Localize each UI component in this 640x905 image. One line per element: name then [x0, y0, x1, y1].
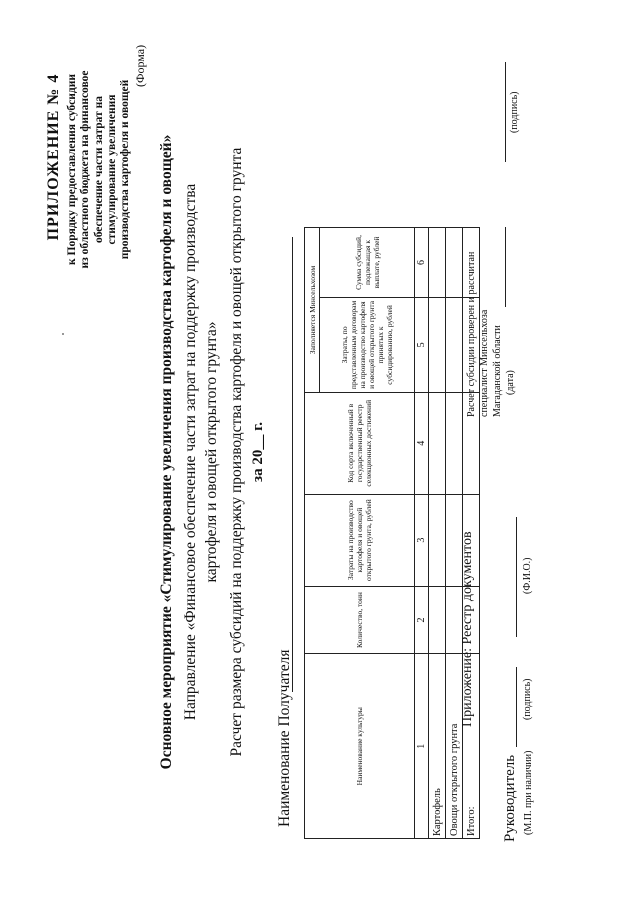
period-label: за 20__ г.	[250, 422, 266, 482]
name-caption: (Ф.И.О.)	[522, 557, 533, 594]
recipient-label: Наименование Получателя	[276, 649, 293, 827]
head-name-line[interactable]	[516, 517, 517, 637]
column-number: 4	[415, 392, 429, 494]
verification-line: Расчет субсидии проверен и рассчитан	[466, 251, 477, 417]
column-number: 2	[415, 586, 429, 654]
direction-text	[180, 27, 222, 877]
row-name: Итого:	[463, 654, 480, 839]
header-variety-code: Код сорта включенный в государственный реестр селекционных достижений	[305, 392, 415, 494]
head-signature-line[interactable]	[516, 667, 517, 747]
main-measure-title: Основное мероприятие «Стимулирование увеличения производства картофеля и овощей»	[158, 134, 175, 770]
form-label: (Форма)	[133, 44, 147, 87]
cell-costs-contract[interactable]	[446, 297, 463, 392]
verify-date-line[interactable]	[505, 227, 506, 307]
attachment-note: Приложение: Реестр документов	[460, 531, 475, 727]
recipient-input-line[interactable]	[292, 237, 293, 692]
appendix-subtitle	[66, 27, 132, 312]
column-number: 5	[415, 297, 429, 392]
head-label: Руководитель	[502, 754, 518, 842]
header-crop: Наименование культуры	[305, 654, 415, 839]
verification-block	[465, 252, 517, 417]
table-row	[429, 228, 446, 839]
header-ministry-group: Заполняется Минсельхозом	[305, 228, 320, 393]
cell-quantity[interactable]	[429, 586, 446, 654]
appendix-title: ПРИЛОЖЕНИЕ № 4	[45, 73, 62, 241]
appendix-subtitle-line: обеспечение части затрат на	[92, 95, 105, 244]
verify-signature-caption: (подпись)	[509, 91, 520, 133]
date-caption: (дата)	[505, 370, 516, 395]
appendix-subtitle-line: стимулирование увеличения	[105, 94, 118, 245]
rotated-form	[40, 27, 600, 877]
header-subsidy-sum: Сумма субсидий, подлежащая к выплате, рублей	[320, 228, 415, 298]
calculation-title: Расчет размера субсидий на поддержку производства картофеля и овощей открытого грунта	[228, 147, 245, 757]
signature-caption: (подпись)	[522, 678, 533, 720]
row-name: Картофель	[429, 654, 446, 839]
column-number-row	[415, 228, 429, 839]
appendix-subtitle-line: производства картофеля и овощей	[119, 79, 132, 260]
verify-signature-line[interactable]	[505, 62, 506, 162]
cell-variety-code[interactable]	[446, 392, 463, 494]
header-costs-contract: Затраты, по представленным договорам на производство картофеля и овощей открытого грунта принятых к субсидированию, рублей	[320, 297, 415, 392]
header-costs: Затраты на производство картофеля и овощей открытого грунта, рублей	[305, 494, 415, 586]
verification-line: специалист Минсельхоза	[479, 309, 490, 417]
row-name: Овощи открытого грунта	[446, 654, 463, 839]
stamp-place-label: (М.П. при наличии)	[523, 750, 534, 835]
verification-line: Магаданской области	[492, 325, 503, 417]
column-number: 1	[415, 654, 429, 839]
appendix-subtitle-line: к Порядку предоставления субсидии	[66, 74, 78, 265]
subsidy-table	[304, 227, 480, 839]
column-number: 6	[415, 228, 429, 298]
header-quantity: Количество, тонн	[305, 586, 415, 654]
direction-line: Направление «Финансовое обеспечение части затрат на поддержку производства	[182, 183, 199, 721]
cell-subsidy-sum[interactable]	[429, 228, 446, 298]
appendix-subtitle-line: из областного бюджета на финансовое	[79, 70, 92, 269]
cell-subsidy-sum[interactable]	[446, 228, 463, 298]
scan-speck	[62, 333, 64, 335]
cell-costs-contract[interactable]	[429, 297, 446, 392]
cell-variety-code[interactable]	[429, 392, 446, 494]
direction-line: картофеля и овощей открытого грунта»	[203, 321, 220, 583]
cell-costs[interactable]	[429, 494, 446, 586]
column-number: 3	[415, 494, 429, 586]
